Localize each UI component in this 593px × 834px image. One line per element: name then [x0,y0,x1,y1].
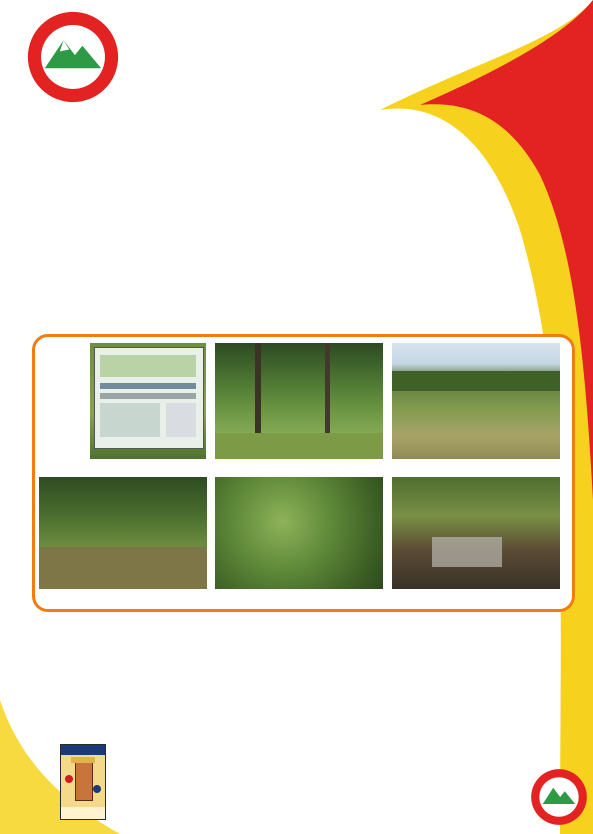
page-title [129,14,592,94]
photo-gestione-appalto [90,343,206,459]
photo-degrado [392,477,560,589]
viva-cittanova-logo [26,10,120,104]
viva-cittanova-logo-small [530,768,588,826]
photo-canneto [392,343,560,459]
photo-percorsi [39,477,207,589]
tarot-number [61,745,105,755]
photo-gallery [32,334,575,612]
tarot-name [61,807,105,819]
tarot-card-torre [60,744,106,820]
photo-irrigazione [215,477,383,589]
photo-pioppeto [215,343,383,459]
